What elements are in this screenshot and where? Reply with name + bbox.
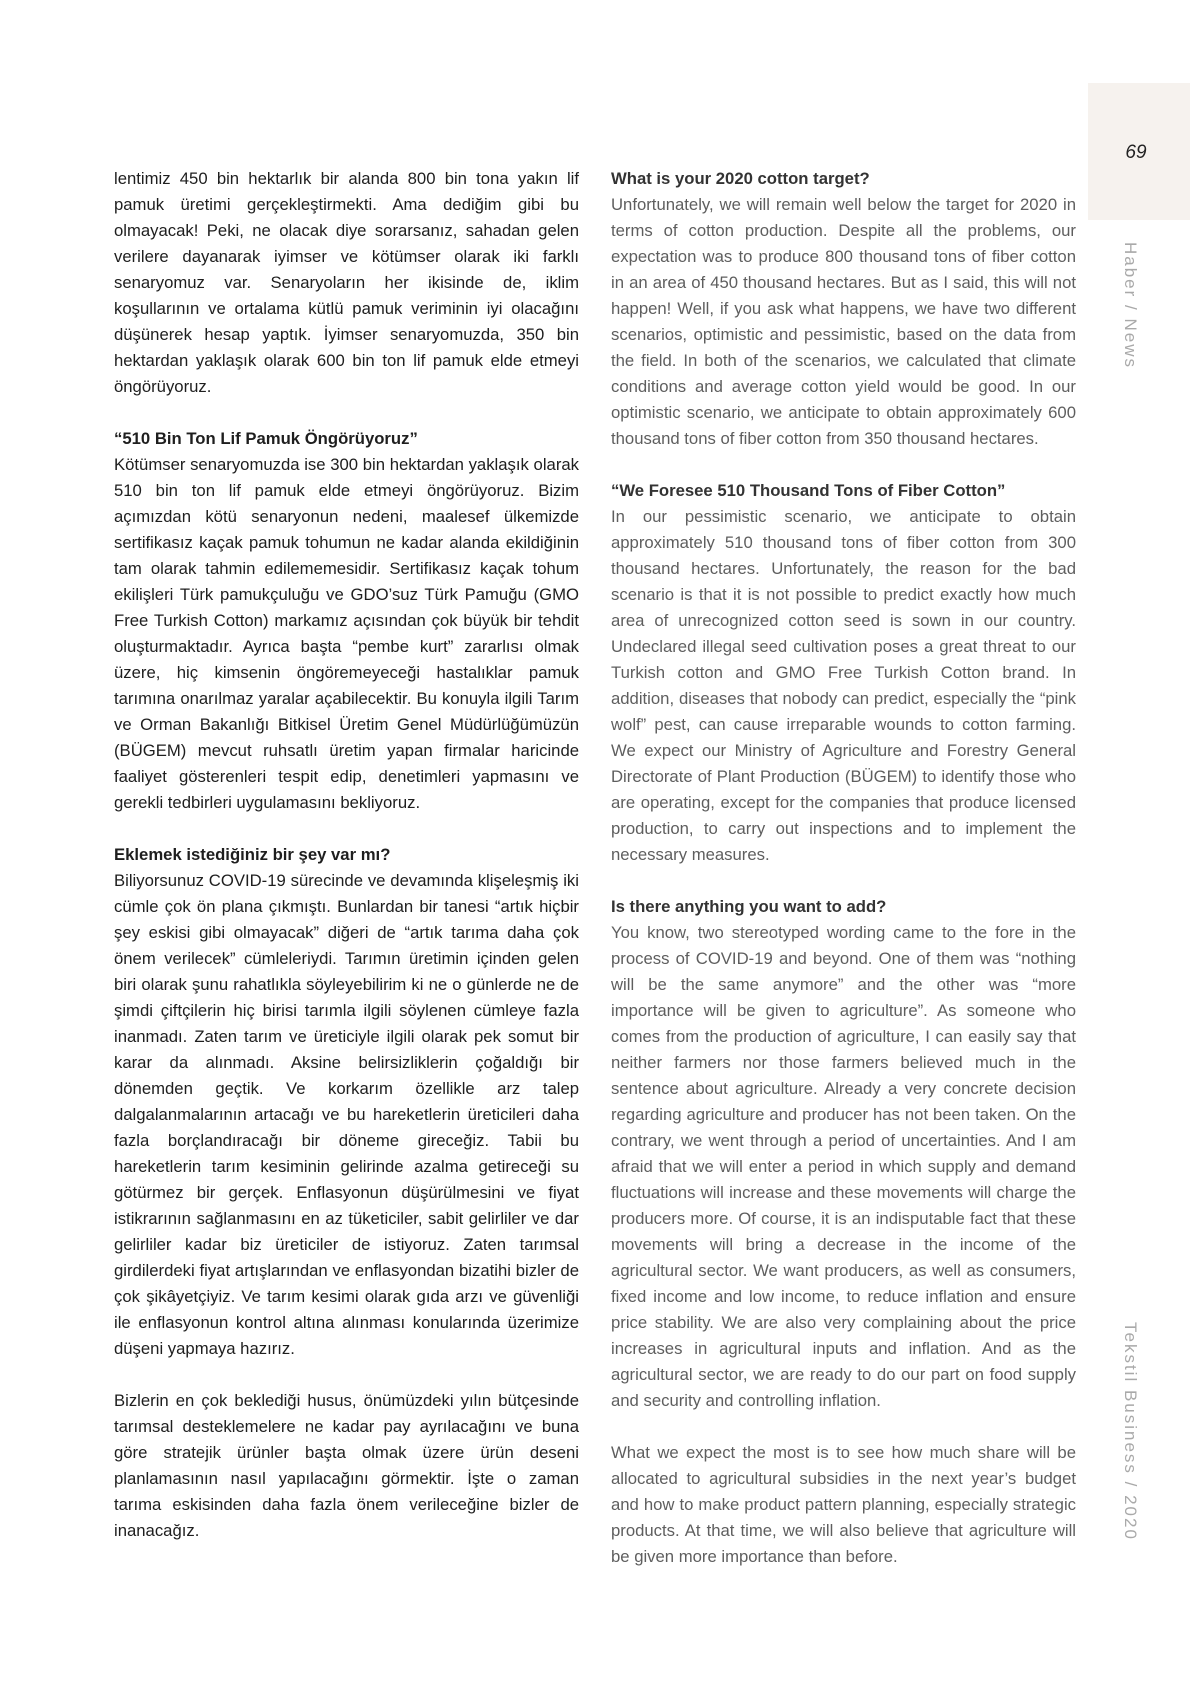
footer-label-text: Tekstil Business / 2020	[1121, 1322, 1140, 1541]
en-paragraph-4: What we expect the most is to see how much share will be allocated to agricultural subsidies in the next year’s budget and how to make product pattern planning, especially strategic products. At that time, we will also believe that agriculture will be given more importance than before.	[611, 1443, 1076, 1566]
en-paragraph-2: In our pessimistic scenario, we anticipate to obtain approximately 510 thousand tons of fiber cotton from 300 thousand hectares. Unfortunately, the reason for the bad scenario is that it is not possible to predict exactly how much area of unrecognized cotton seed is sown in our country. Undeclared illegal seed cultivation poses a great threat to our Turkish cotton and GMO Free Turkish Cotton brand. In addition, diseases that nobody can predict, especially the “pink wolf” pest, can cause irreparable wounds to cotton farming. We expect our Ministry of Agriculture and Forestry General Directorate of Plant Production (BÜGEM) to identify those who are operating, except for the companies that produce licensed production, to carry out inspections and to implement the necessary measures.	[611, 507, 1076, 864]
en-heading-cotton-target: What is your 2020 cotton target?	[611, 169, 870, 188]
tr-paragraph-3: Biliyorsunuz COVID-19 sürecinde ve devamında klişeleşmiş iki cümle çok ön plana çıkmıştı. Bunlardan bir tanesi “artık hiçbir şey eskisi gibi olmayacak” diğeri de “artık tarıma daha çok önem verilecek” cümleleriydi. Tarımın üretimin içinden gelen biri olarak şunu rahatlıkla söyleyebilirim ki ne o günlerde ne de şimdi çiftçilerin hiç birisi tarımla ilgili söylenen cümleye fazla inanmadı. Zaten tarım ve üreticiyle ilgili olarak pek somut bir karar da alınmadı. Aksine belirsizliklerin çoğaldığı bir dönemden geçtik. Ve korkarım özellikle arz talep dalgalanmalarının artacağı ve bu hareketlerin üreticileri daha fazla borçlandıracağı bir döneme gireceğiz. Tabii bu hareketlerin tarım kesiminin gelirinde azalma getireceği su götürmez bir gerçek. Enflasyonun düşürülmesini ve fiyat istikrarının sağlanmasını en az tüketiciler, sabit gelirliler ve dar gelirliler kadar biz üreticiler de istiyoruz. Zaten tarımsal girdilerdeki fiyat artışlarından ve enflasyondan bizatihi bizler de çok şikâyetçiyiz. Ve tarım kesimi olarak gıda arzı ve güvenliği ile enflasyonun kontrol altına alınması konularında üzerimize düşeni yapmaya hazırız.	[114, 871, 579, 1358]
tr-heading-eklemek: Eklemek istediğiniz bir şey var mı?	[114, 845, 391, 864]
en-paragraph-3: You know, two stereotyped wording came to the fore in the process of COVID-19 and beyond. One of them was “nothing will be the same anymore” and the other was “more importance will be given to agriculture”. As someone who comes from the production of agriculture, I can easily say that neither farmers nor those farmers believed much in the sentence about agriculture. Already a very concrete decision regarding agriculture and producer has not been taken. On the contrary, we went through a period of uncertainties. And I am afraid that we will enter a period in which supply and demand fluctuations will increase and these movements will charge the producers more. Of course, it is an indisputable fact that these movements will bring a decrease in the income of the agricultural sector. We want producers, as well as consumers, fixed income and low income, to reduce inflation and ensure price stability. We are also very complaining about the price increases in agricultural inputs and inflation. And as the agricultural sector, we are ready to do our part on food supply and security and controlling inflation.	[611, 923, 1076, 1410]
tr-heading-510-bin: “510 Bin Ton Lif Pamuk Öngörüyoruz”	[114, 429, 418, 448]
tr-paragraph-1: lentimiz 450 bin hektarlık bir alanda 800 bin tona yakın lif pamuk üretimi gerçekleştirmekti. Ama dediğim gibi bu olmayacak! Peki, ne olacak diye sorarsanız, sahadan gelen verilere dayanarak iyimser ve kötümser olarak iki farklı senaryomuz var. Senaryoların her ikisinde de, iklim koşullarının ve ortalama kütlü pamuk veriminin iyi olacağını düşünerek hesap yaptık. İyimser senaryomuzda, 350 bin hektardan yaklaşık olarak 600 bin ton lif pamuk elde etmeyi öngörüyoruz.	[114, 169, 579, 396]
en-paragraph-1: Unfortunately, we will remain well below the target for 2020 in terms of cotton production. Despite all the problems, our expectation was to produce 800 thousand tons of fiber cotton in an area of 450 thousand hectares. But as I said, this will not happen! Well, if you ask what happens, we have two different scenarios, optimistic and pessimistic, based on the data from the field. In both of the scenarios, we calculated that climate conditions and average cotton yield would be good. In our optimistic scenario, we anticipate to obtain approximately 600 thousand tons of fiber cotton from 350 thousand hectares.	[611, 195, 1076, 448]
page-number: 69	[1125, 142, 1147, 163]
section-label-text: Haber / News	[1121, 242, 1140, 369]
en-heading-510-thousand: “We Foresee 510 Thousand Tons of Fiber Cotton”	[611, 481, 1006, 500]
en-heading-anything-to-add: Is there anything you want to add?	[611, 897, 887, 916]
tr-paragraph-2: Kötümser senaryomuzda ise 300 bin hektardan yaklaşık olarak 510 bin ton lif pamuk elde etmeyi öngörüyoruz. Bizim açımızdan kötü senaryonun nedeni, maalesef ülkemizde sertifikasız kaçak pamuk tohumun ne kadar alanda ekildiğinin tam olarak tahmin edilememesidir. Sertifikasız kaçak tohum ekilişleri Türk pamukçuluğu ve GDO’suz Türk Pamuğu (GMO Free Turkish Cotton) markamız açısından çok büyük bir tehdit oluşturmaktadır. Ayrıca başta “pembe kurt” zararlısı olmak üzere, hiç kimsenin öngöremeyeceği hastalıklar pamuk tarımına onarılmaz yaralar açabilecektir. Bu konuyla ilgili Tarım ve Orman Bakanlığı Bitkisel Üretim Genel Müdürlüğümüzün (BÜGEM) mevcut ruhsatlı üretim yapan firmalar haricinde faaliyet gösterenleri tespit edip, denetimleri yapmasını ve gerekli tedbirleri uygulamasını bekliyoruz.	[114, 455, 579, 812]
english-column	[611, 166, 1076, 1570]
turkish-column	[114, 166, 579, 1544]
tr-paragraph-4: Bizlerin en çok beklediği husus, önümüzdeki yılın bütçesinde tarımsal desteklemelere ne kadar pay ayrılacağını ve buna göre stratejik ürünler başta olmak üzere ürün deseni planlamasının nasıl yapılacağını görmektir. İşte o zaman tarıma eskisinden daha fazla önem verileceğine bizler de inanacağız.	[114, 1391, 579, 1540]
